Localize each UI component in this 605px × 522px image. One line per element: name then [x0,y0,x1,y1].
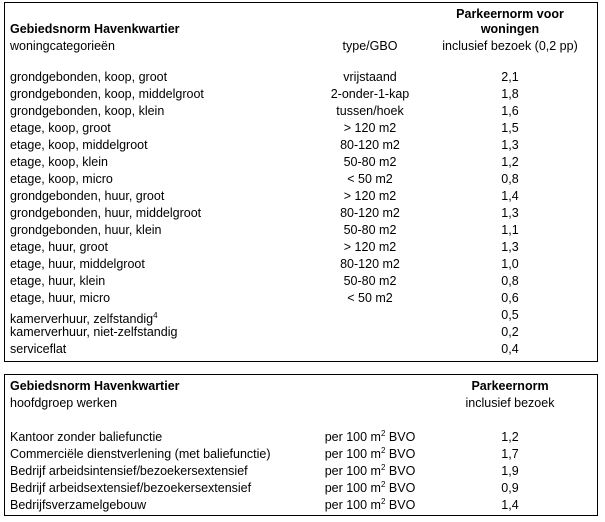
type-cell: > 120 m2 [343,121,397,135]
table-row [5,429,597,446]
norm-cell: 1,2 [501,155,519,169]
category-cell [10,273,105,290]
norm-cell: 0,6 [501,291,519,305]
category-text: kamerverhuur, zelfstandig [10,312,154,326]
norm-cell: 0,4 [501,342,519,356]
table-title: Gebiedsnorm Havenkwartier [10,379,180,393]
norm-cell: 0,8 [501,172,519,186]
unit-post: BVO [385,481,416,495]
category-cell [10,205,201,222]
header-row-3 [5,38,597,55]
header-row-1 [5,378,597,395]
category-text: etage, koop, groot [10,121,111,135]
table-row [5,137,597,154]
unit-pre: per 100 m [324,498,381,512]
norm-cell: 1,6 [501,104,519,118]
norm-cell: 1,2 [501,430,519,444]
table-row [5,205,597,222]
category-cell [10,171,113,188]
type-cell: 50-80 m2 [343,155,397,169]
norm-header-line2: inclusief bezoek [465,396,555,410]
category-cell: Commerciële dienstverlening (met baliefunctie) [10,447,271,461]
unit-pre: per 100 m [324,481,381,495]
type-cell: > 120 m2 [343,240,397,254]
category-cell [10,188,164,205]
category-text: grondgebonden, huur, groot [10,189,165,203]
table-subtitle: woningcategorieën [10,39,115,53]
category-text: grondgebonden, koop, middelgroot [10,87,204,101]
category-cell: Bedrijfsverzamelgebouw [10,498,147,512]
unit-cell [305,463,435,480]
category-cell [10,290,110,307]
table-row [5,480,597,497]
table-row [5,307,597,324]
category-cell [10,341,66,358]
norm-cell: 1,5 [501,121,519,135]
table-row [5,69,597,86]
category-text: etage, koop, klein [10,155,108,169]
type-cell: 80-120 m2 [340,206,400,220]
unit-pre: per 100 m [324,447,381,461]
table-woningen [4,2,598,362]
unit-post: BVO [385,498,416,512]
table-row [5,446,597,463]
norm-cell: 0,2 [501,325,519,339]
type-cell: 50-80 m2 [343,274,397,288]
table-row [5,497,597,514]
category-cell [10,324,177,341]
norm-cell: 1,8 [501,87,519,101]
unit-sup: 2 [380,462,386,472]
category-cell [10,86,204,103]
unit-sup: 2 [380,479,386,489]
category-text: kamerverhuur, niet-zelfstandig [10,325,178,339]
table-row [5,239,597,256]
type-cell: 80-120 m2 [340,257,400,271]
table-row [5,341,597,358]
type-cell: < 50 m2 [347,172,393,186]
type-header: type/GBO [342,39,398,53]
norm-cell: 0,9 [501,481,519,495]
unit-cell [305,497,435,514]
category-text: serviceflat [10,342,67,356]
unit-post: BVO [385,464,416,478]
type-cell: 80-120 m2 [340,138,400,152]
category-cell [10,137,148,154]
type-cell: 50-80 m2 [343,223,397,237]
unit-post: BVO [385,447,416,461]
category-text: grondgebonden, huur, middelgroot [10,206,202,220]
norm-cell: 1,0 [501,257,519,271]
type-cell: > 120 m2 [343,189,397,203]
category-cell [10,256,145,273]
table-werken [4,374,598,516]
footnote-marker: 4 [153,311,158,320]
table-row [5,154,597,171]
category-text: etage, koop, micro [10,172,113,186]
unit-cell [305,429,435,446]
category-cell [10,154,108,171]
table-subtitle: hoofdgroep werken [10,396,118,410]
table-row [5,273,597,290]
table-row [5,86,597,103]
norm-cell: 1,9 [501,464,519,478]
norm-cell: 1,7 [501,447,519,461]
table-row [5,222,597,239]
norm-header-line1: Parkeernorm voor [456,7,564,21]
category-text: etage, koop, middelgroot [10,138,148,152]
category-cell: Bedrijf arbeidsintensief/bezoekersextensief [10,464,248,478]
table-title: Gebiedsnorm Havenkwartier [10,22,180,36]
category-text: grondgebonden, koop, klein [10,104,165,118]
category-text: etage, huur, groot [10,240,108,254]
category-cell: Kantoor zonder baliefunctie [10,430,163,444]
type-cell: 2-onder-1-kap [330,87,410,101]
norm-cell: 1,4 [501,498,519,512]
unit-pre: per 100 m [324,464,381,478]
norm-header-line3: inclusief bezoek (0,2 pp) [442,39,578,53]
header-row-2 [5,395,597,412]
unit-sup: 2 [380,496,386,506]
table-row [5,256,597,273]
type-cell: tussen/hoek [336,104,404,118]
norm-cell: 1,1 [501,223,519,237]
table-row [5,324,597,341]
unit-post: BVO [385,430,416,444]
type-cell: < 50 m2 [347,291,393,305]
norm-header-line2: woningen [480,22,540,36]
norm-cell: 0,8 [501,274,519,288]
unit-cell [305,480,435,497]
unit-pre: per 100 m [324,430,381,444]
category-text: grondgebonden, koop, groot [10,70,168,84]
category-text: etage, huur, micro [10,291,111,305]
header-row-2 [5,21,597,38]
category-cell: Bedrijf arbeidsextensief/bezoekersextensief [10,481,252,495]
table-row [5,290,597,307]
unit-sup: 2 [380,428,386,438]
norm-cell: 0,5 [501,308,519,322]
category-cell [10,103,164,120]
norm-cell: 1,3 [501,206,519,220]
table-row [5,171,597,188]
norm-cell: 1,4 [501,189,519,203]
category-cell [10,120,111,137]
norm-header-line1: Parkeernorm [471,379,549,393]
category-cell [10,69,167,86]
category-text: etage, huur, middelgroot [10,257,145,271]
type-cell: vrijstaand [343,70,397,84]
category-cell [10,239,108,256]
category-text: etage, huur, klein [10,274,106,288]
norm-cell: 1,3 [501,138,519,152]
table-row [5,103,597,120]
category-cell [10,222,162,239]
unit-cell [305,446,435,463]
table-row [5,463,597,480]
norm-cell: 1,3 [501,240,519,254]
unit-sup: 2 [380,445,386,455]
category-text: grondgebonden, huur, klein [10,223,162,237]
table-row [5,120,597,137]
table-row [5,188,597,205]
norm-cell: 2,1 [501,70,519,84]
